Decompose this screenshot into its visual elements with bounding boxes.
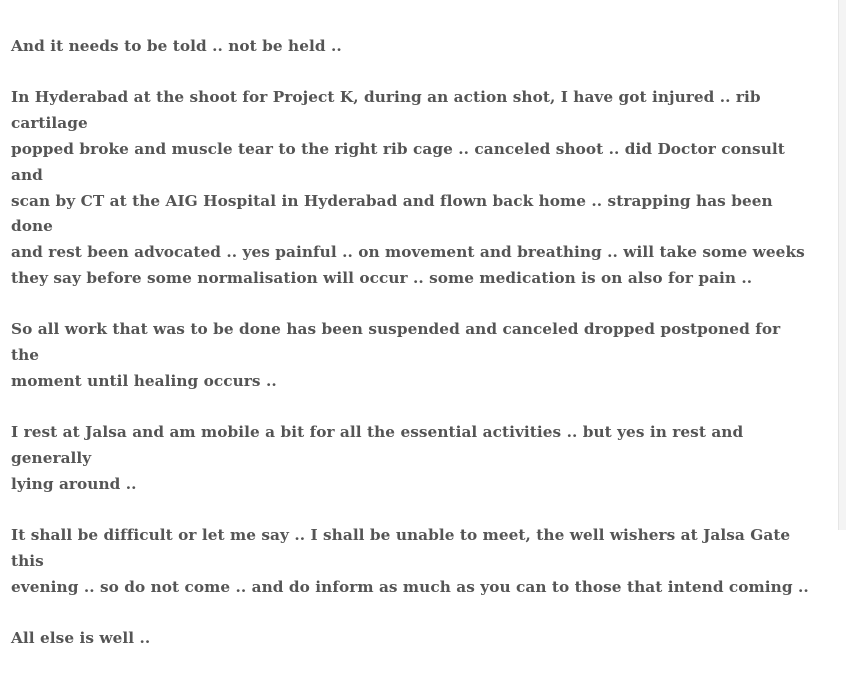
- post-body: [11, 34, 811, 678]
- paragraph-jalsa-gate: It shall be difficult or let me say .. I shall be unable to meet, the well wishers at Jalsa Gate this evening .. so do not come .. and do inform as much as you can to those that intend coming ..: [11, 526, 809, 596]
- paragraph-work-suspended: So all work that was to be done has been suspended and canceled dropped postponed for the moment until healing occurs ..: [11, 320, 781, 390]
- paragraph-rest: I rest at Jalsa and am mobile a bit for all the essential activities .. but yes in rest and generally lying around ..: [11, 423, 744, 493]
- paragraph-opening: And it needs to be told .. not be held ..: [11, 37, 342, 55]
- scrollbar-track[interactable]: [838, 0, 846, 530]
- paragraph-closing: All else is well ..: [11, 629, 151, 648]
- paragraph-injury: In Hyderabad at the shoot for Project K, during an action shot, I have got injured .. rib cartilage popped broke and muscle tear to the right rib cage .. canceled shoot .. did Doctor consult and scan by CT at the AIG Hospital in Hyderabad and flown back home .. strapping has been done and rest been advocated .. yes painful .. on movement and breathing .. will take some weeks they say before some normalisation will occur .. some medication is on also for pain ..: [11, 88, 805, 287]
